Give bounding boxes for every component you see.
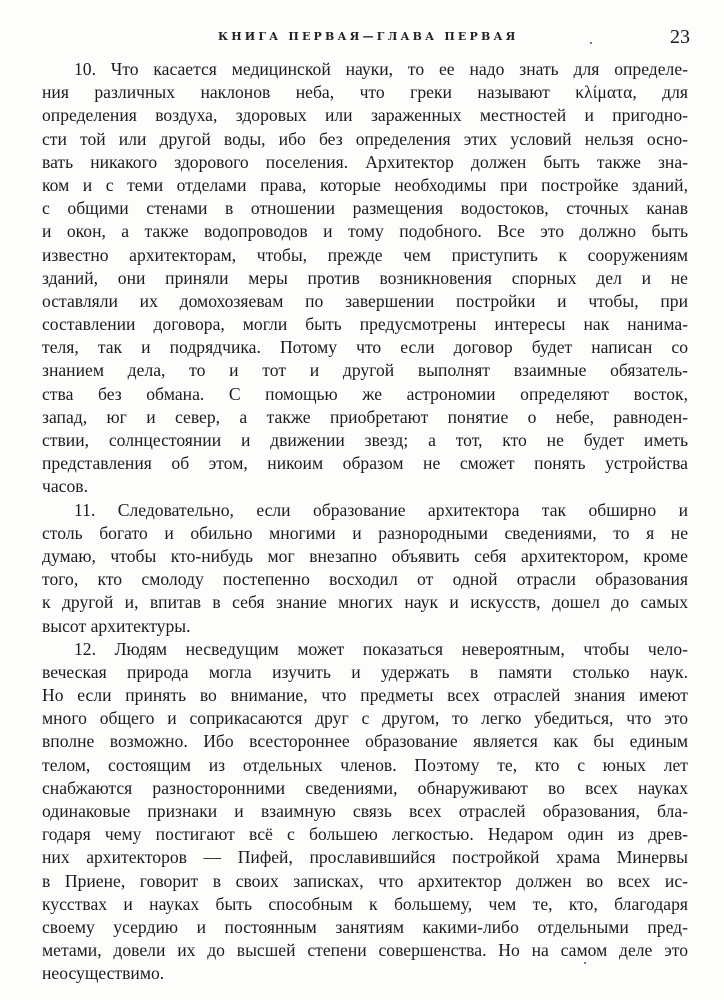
text-line: оставляли их домохозяевам по завершении постройки и чтобы, при: [42, 290, 688, 311]
text-line: высот архитектуры.: [42, 615, 191, 636]
text-line: метами, довели их до высшей степени совершенства. Но на самом деле это: [42, 940, 688, 961]
text-line: в Приене, говорит в своих записках, что архитектор должен во всех ис-: [42, 870, 688, 891]
text-line: годаря чему постигают всё с большею легкостью. Недаром один из древ-: [42, 824, 688, 845]
body-text: [42, 58, 688, 986]
text-line: определения воздуха, здоровых или зараженных местностей и пригодно-: [42, 105, 688, 126]
text-line: неосуществимо.: [42, 963, 165, 984]
page-number: 23: [670, 26, 690, 48]
running-head: КНИГА ПЕРВАЯ—ГЛАВА ПЕРВАЯ: [218, 30, 519, 43]
text-line: запад, юг и север, а также приобретают понятие о небе, равноден-: [42, 406, 688, 427]
text-line: представления об этом, никоим образом не сможет понять устройства: [42, 453, 688, 474]
text-line: думаю, чтобы кто-нибудь мог внезапно объявить себя архитектором, кроме: [42, 545, 688, 566]
text-line: 12. Людям несведущим может показаться невероятным, чтобы чело-: [74, 638, 688, 659]
text-line: того, кто смолоду постепенно восходил от одной отрасли образования: [42, 569, 688, 590]
text-line: телом, состоящим из отдельных членов. Поэтому те, кто с юных лет: [42, 754, 688, 775]
text-line: к другой и, впитав в себя знание многих наук и искусств, дошел до самых: [42, 592, 688, 613]
print-speck: [590, 42, 592, 44]
text-line: них архитекторов — Пифей, прославившийся постройкой храма Минервы: [42, 847, 688, 868]
text-line: знанием дела, то и тот и другой выполнят взаимные обязатель-: [42, 360, 688, 381]
print-speck: [584, 962, 586, 964]
text-line: сти той или другой воды, ибо без определения этих условий нельзя осно-: [42, 128, 688, 149]
text-line: одинаковые признаки и взаимную связь всех отраслей образования, бла-: [42, 801, 688, 821]
text-line: 10. Что касается медицинской науки, то ее надо знать для определе-: [74, 59, 688, 79]
paragraph-10: [42, 58, 688, 499]
text-line: ния различных наклонов неба, что греки называют κλίματα, для: [42, 82, 688, 103]
text-line: с общими стенами в отношении размещения водостоков, сточных канав: [42, 198, 688, 219]
text-line: много общего и соприкасаются друг с другом, то легко убедиться, что это: [42, 708, 688, 729]
text-line: зданий, они приняли меры против возникновения спорных дел и не: [42, 267, 688, 288]
text-line: ком и с теми отделами права, которые необходимы при постройке зданий,: [42, 174, 688, 195]
text-line: составлении договора, могли быть предусмотрены интересы нак нанима-: [42, 314, 688, 335]
text-line: известно архитекторам, чтобы, прежде чем приступить к сооружениям: [42, 244, 688, 265]
text-line: столь богато и обильно многими и разнородными сведениями, то я не: [42, 522, 688, 543]
text-line: Но если принять во внимание, что предметы всех отраслей знания имеют: [42, 685, 688, 706]
paragraph-12: [42, 638, 688, 986]
text-line: снабжаются разносторонними сведениями, обнаруживают во всех науках: [42, 777, 688, 798]
text-line: 11. Следовательно, если образование архитектора так обширно и: [74, 499, 688, 520]
text-line: теля, так и подрядчика. Потому что если договор будет написан со: [42, 337, 688, 358]
text-line: веческая природа могла изучить и удержать в памяти столько наук.: [42, 661, 688, 682]
text-line: кусствах и науках быть способным к большему, чем те, кто, благодаря: [42, 893, 688, 914]
paragraph-11: [42, 499, 688, 638]
text-line: вполне возможно. Ибо всестороннее образование является как бы единым: [42, 731, 688, 752]
text-line: ствии, солнцестоянии и движении звезд; а тот, кто не будет иметь: [42, 430, 688, 450]
text-line: и окон, а также водопроводов и тому подобного. Все это должно быть: [42, 221, 688, 242]
text-line: своему усердию и постоянным занятиям какими-либо отдельными пред-: [42, 916, 688, 937]
text-line: вать никакого здорового поселения. Архитектор должен быть также зна-: [42, 151, 688, 172]
text-line: ства без обмана. С помощью же астрономии определяют восток,: [42, 383, 688, 404]
text-line: часов.: [42, 476, 88, 497]
